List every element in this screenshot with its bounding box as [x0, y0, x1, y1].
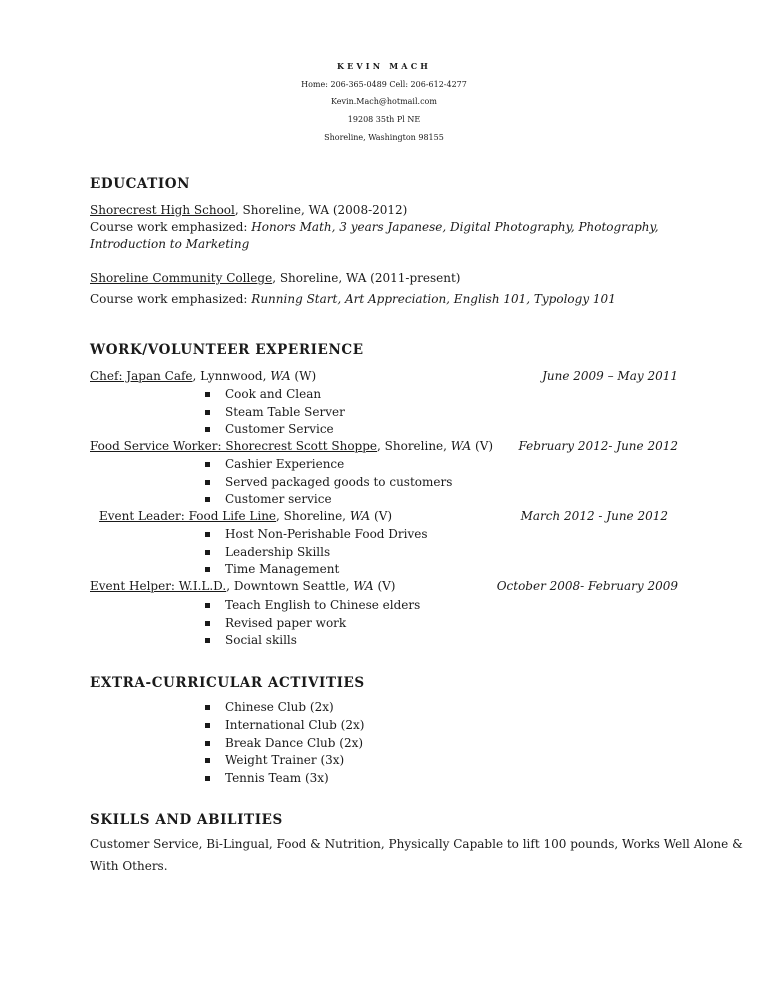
job-1-dates: June 2009 – May 2011 — [542, 369, 678, 383]
email-address: Kevin.Mach@hotmail.com — [331, 97, 437, 106]
job-2-line — [90, 439, 493, 453]
school-2-details: , Shoreline, WA (2011-present) — [272, 271, 461, 285]
job-title: Event Leader: Food Life Line — [99, 509, 277, 523]
job-state: WA — [353, 579, 374, 593]
coursework-items: Running Start, Art Appreciation, English 101, Typology 101 — [251, 292, 616, 306]
job-state: WA — [450, 439, 472, 453]
work-heading: WORK/VOLUNTEER EXPERIENCE — [90, 342, 364, 358]
job-state: WA — [349, 509, 371, 523]
job-4-dates: October 2008- February 2009 — [496, 579, 678, 593]
school-2-line — [90, 271, 460, 285]
school-2-coursework — [90, 292, 616, 306]
coursework-label: Course work emphasized: — [90, 292, 252, 306]
skills-heading: SKILLS AND ABILITIES — [90, 812, 283, 828]
job-location: , Lynnwood, — [192, 369, 271, 383]
job-4-line — [90, 579, 395, 593]
job-type: (W) — [290, 369, 317, 383]
coursework-items: Honors Math, 3 years Japanese, Digital Photography, Photography, — [251, 220, 659, 234]
activities-heading: EXTRA-CURRICULAR ACTIVITIES — [90, 675, 365, 691]
city-state-zip: Shoreline, Washington 98155 — [324, 133, 444, 142]
school-1-line — [90, 203, 407, 217]
job-title: Event Helper: W.I.L.D. — [90, 579, 227, 593]
skills-line-2: With Others. — [90, 859, 168, 873]
job-location: , Shoreline, — [276, 509, 350, 523]
job-type: (V) — [373, 579, 396, 593]
job-title: Food Service Worker: Shorecrest Scott Shoppe — [90, 439, 378, 453]
school-1-coursework — [90, 220, 659, 234]
job-type: (V) — [471, 439, 494, 453]
job-state: WA — [270, 369, 291, 383]
job-3-dates: March 2012 - June 2012 — [520, 509, 668, 523]
resume-page: KEVIN MACH Home: 206-365-0489 Cell: 206-612-4277 Kevin.Mach@hotmail.com 19208 35th Pl NE Shoreline, Washington 98155 EDUCATION Shorecrest High School, Shoreline, WA (2008-2012) Course work emphasized: Honors Math, 3 years Japanese, Digital Photography, Photography, Introduction to Marketing Shoreline Community College, Shoreline, WA (2011-present) Course work emphasized: Running Start, Art Appreciation, English 101, Typology 101 WORK/VOLUNTEER EXPERIENCE Chef: Japan Cafe, Lynnwood, WA (W) June 2009 – May 2011 Cook and Clean Steam Table Server Customer Service Food Service Worker: Shorecrest Scott Shoppe, Shoreline, WA (V) February 2012- June 2012 Cashier Experience Served packaged goods to customers Customer service Event Leader: Food Life Line, Shoreline, WA (V) March 2012 - June 2012 Host Non-Perishable Food Drives Leadership Skills Time Management Event Helper: W.I.L.D., Downtown Seattle, WA (V) October 2008- February 2009 Teach English to Chinese elders Revised paper work Social skills EXTRA-CURRICULAR ACTIVITIES Chinese Club (2x) International Club (2x) Break Dance Club (2x) Weight Trainer (3x) Tennis Team (3x) SKILLS AND ABILITIES Customer Service, Bi-Lingual, Food & Nutrition, Physically Capable to lift 100 pounds, Works Well Alone & With Others. — [0, 0, 768, 994]
school-1-coursework-cont: Introduction to Marketing — [90, 237, 250, 251]
job-type: (V) — [370, 509, 393, 523]
phone-numbers: Home: 206-365-0489 Cell: 206-612-4277 — [301, 80, 467, 89]
candidate-name: KEVIN MACH — [336, 61, 432, 71]
coursework-label: Course work emphasized: — [90, 220, 252, 234]
street-address: 19208 35th Pl NE — [347, 115, 421, 124]
job-location: , Shoreline, — [377, 439, 451, 453]
skills-line-1: Customer Service, Bi-Lingual, Food & Nutrition, Physically Capable to lift 100 pounds, Works Well Alone & — [90, 837, 743, 851]
job-3-line — [99, 509, 392, 523]
education-heading: EDUCATION — [90, 176, 191, 192]
job-1-line — [90, 369, 316, 383]
school-1-name: Shorecrest High School — [90, 203, 235, 217]
school-1-details: , Shoreline, WA (2008-2012) — [234, 203, 408, 217]
job-2-dates: February 2012- June 2012 — [518, 439, 678, 453]
job-title: Chef: Japan Cafe — [90, 369, 193, 383]
job-location: , Downtown Seattle, — [226, 579, 354, 593]
school-2-name: Shoreline Community College — [90, 271, 273, 285]
